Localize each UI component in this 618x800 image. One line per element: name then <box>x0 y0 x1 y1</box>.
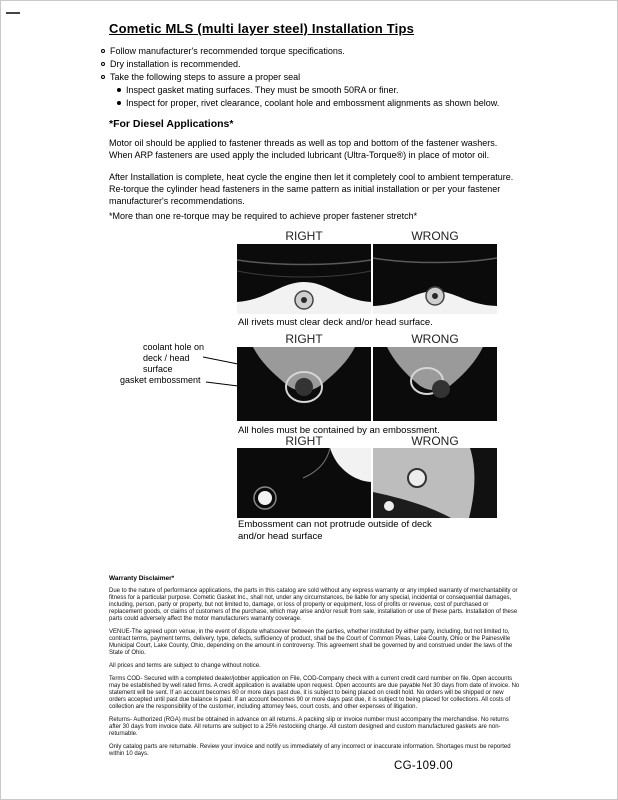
coolant-hole-callout-line2: deck / head surface <box>143 353 190 374</box>
disclaimer-paragraph: Only catalog parts are returnable. Review your invoice and notify us immediately of any incorrect or inaccurate information. Shortages must be reported within 10 days. <box>109 744 511 757</box>
filled-bullet-icon <box>117 88 121 92</box>
row3-caption-line2: and/or head surface <box>238 531 323 542</box>
embossment-contained-right-image <box>237 347 371 421</box>
diesel-applications-heading: *For Diesel Applications* <box>109 118 234 130</box>
row3-right-diagram <box>237 448 371 523</box>
row3-caption <box>238 519 518 543</box>
callout-connector-lines <box>203 347 241 395</box>
rivet-clear-right-image <box>237 244 371 314</box>
warranty-disclaimer <box>109 575 521 764</box>
tip-sub-item <box>117 84 531 96</box>
coolant-hole-callout-line1: coolant hole on <box>143 342 205 352</box>
filled-bullet-icon <box>117 101 121 105</box>
row1-right-diagram <box>237 244 371 319</box>
open-bullet-icon <box>101 75 105 79</box>
diesel-paragraph-1: Motor oil should be applied to fastener threads as well as top and bottom of the fastener washers. When ARP fasteners are used apply the included lubricant (Ultra-Torque®) in place of motor oil. <box>109 138 498 160</box>
embossment-contained-wrong-image <box>373 347 497 421</box>
row1-wrong-diagram <box>373 244 497 319</box>
row3-wrong-diagram <box>373 448 497 523</box>
row1-right-label: RIGHT <box>285 229 323 243</box>
disclaimer-paragraph: Due to the nature of performance applications, the parts in this catalog are sold without any express warranty or any implied warranty of merchantability or fitness for a particular purpose. Cometic Gasket Inc., shall not, under any circumstances, be liable for any special, incidental or consequential damages, including, person, party or property, but not limited to, damage, or loss of property or equipment, loss of profits or revenue, cost of purchased or replacement goods, or claims of customers of the purchase, which may arise and/or result from sale, installation or use of these parts. Installation of these parts could adversely affect the motor manufacturers warranty coverage. <box>109 588 518 622</box>
tip-item <box>101 45 531 57</box>
diesel-paragraph-2: After Installation is complete, heat cycle the engine then let it completely cool to ambient temperature. Re-torque the cylinder head fasteners in the same pattern as initial installation or per your fastener manufacturer's recommendations. <box>109 172 514 206</box>
warranty-disclaimer-heading: Warranty Disclaimer* <box>109 575 175 582</box>
row2-caption: All holes must be contained by an embossment. <box>238 425 440 436</box>
tip-text: Follow manufacturer's recommended torque specifications. <box>110 46 345 56</box>
row1-wrong-label: WRONG <box>411 229 459 243</box>
open-bullet-icon <box>101 49 105 53</box>
tip-text: Inspect gasket mating surfaces. They must be smooth 50RA or finer. <box>126 85 399 95</box>
page-number: CG-109.00 <box>394 760 453 772</box>
gasket-embossment-callout: gasket embossment <box>120 375 201 385</box>
disclaimer-paragraph: All prices and terms are subject to change without notice. <box>109 663 261 669</box>
open-bullet-icon <box>101 62 105 66</box>
disclaimer-paragraph: Terms COD- Secured with a completed dealer/jobber application on File, COD-Company check with a current credit card number on file. Open accounts may be established by well rated firms. A credit application is available upon request. Open accounts are due payable Net 30 days from date of invoice. No statement will be sent. If an account becomes 60 or more days past due, it is subject to being placed on credit hold. No orders will be shipped or new orders accepted until past due balance is paid. If an account becomes 90 or more days past due, it is subject to being placed for collections. All costs of collection are the responsibility of the customer, including attorney fees, court costs, and other expenses of litigation. <box>109 676 520 710</box>
row2-right-label: RIGHT <box>285 332 323 346</box>
row2-wrong-diagram <box>373 347 497 426</box>
protrusion-right-image <box>237 448 371 518</box>
page-title: Cometic MLS (multi layer steel) Installation Tips <box>109 21 415 36</box>
rivet-clear-wrong-image <box>373 244 497 314</box>
installation-tips-list <box>101 45 531 110</box>
row3-wrong-label: WRONG <box>411 434 459 448</box>
coolant-hole-callout <box>143 342 209 375</box>
disclaimer-paragraph: VENUE-The agreed upon venue, in the event of dispute whatsoever between the parties, whether instituted by either party, including, but not limited to, contract terms, payment terms, delivery, type, defects, sufficiency of product, shall be the Court of Common Pleas, Lake County, Ohio or the Painesville Municipal Court, Lake County, Ohio, depending on the amount in controversy. This agreement shall be governed by and construed under the laws of the State of Ohio. <box>109 629 513 656</box>
row2-wrong-label: WRONG <box>411 332 459 346</box>
row3-caption-line1: Embossment can not protrude outside of deck <box>238 519 432 530</box>
tip-text: Dry installation is recommended. <box>110 59 241 69</box>
retorque-note: *More than one re-torque may be required to achieve proper fastener stretch* <box>109 211 418 221</box>
registration-mark <box>6 12 20 14</box>
tip-sub-item <box>117 97 531 109</box>
row3-right-label: RIGHT <box>285 434 323 448</box>
tip-item <box>101 58 531 70</box>
disclaimer-paragraph: Returns- Authorized (RGA) must be obtained in advance on all returns. A packing slip or invoice number must accompany the merchandise. No returns after 30 days from invoice date. All returns are subject to a 25% restocking charge. All custom designed and custom manufactured gaskets are non-returnable. <box>109 717 509 737</box>
tip-item <box>101 71 531 83</box>
protrusion-wrong-image <box>373 448 497 518</box>
row2-right-diagram <box>237 347 371 426</box>
tip-text: Inspect for proper, rivet clearance, coolant hole and embossment alignments as shown below. <box>126 98 500 108</box>
row1-caption: All rivets must clear deck and/or head surface. <box>238 317 433 328</box>
tip-text: Take the following steps to assure a proper seal <box>110 72 301 82</box>
